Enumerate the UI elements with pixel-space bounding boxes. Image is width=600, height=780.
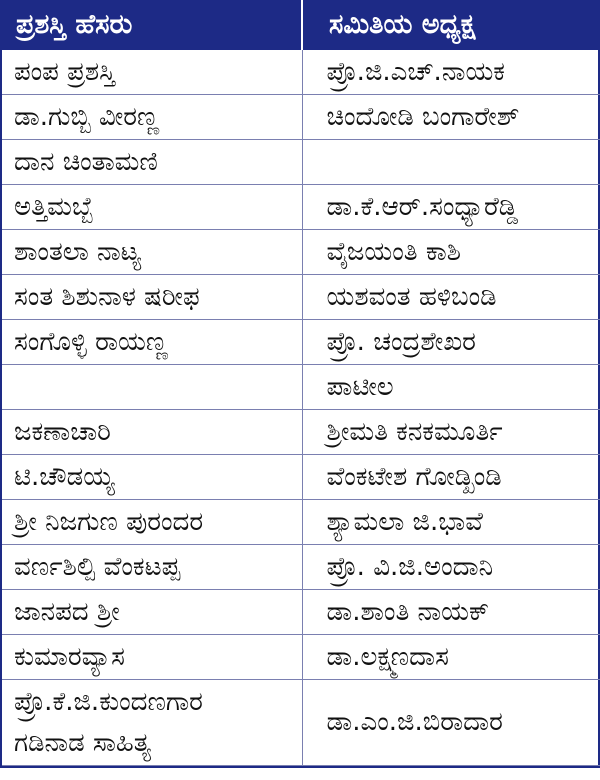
chair-cell: ಪಾಟೀಲ xyxy=(302,365,600,410)
award-cell: ಟಿ.ಚೌಡಯ್ಯ xyxy=(2,455,302,500)
chair-cell: ವೆಂಕಟೇಶ ಗೋಡ್ಖಿಂಡಿ xyxy=(302,455,600,500)
chair-cell: ಡಾ.ಕೆ.ಆರ್.ಸಂಧ್ಯಾರೆಡ್ಡಿ xyxy=(302,185,600,230)
award-cell: ವರ್ಣಶಿಲ್ಪಿ ವೆಂಕಟಪ್ಪ xyxy=(2,545,302,590)
chair-cell: ಶ್ಯಾಮಲಾ ಜಿ.ಭಾವೆ xyxy=(302,500,600,545)
table-row xyxy=(2,410,600,455)
table-row xyxy=(2,455,600,500)
table-body xyxy=(2,50,600,766)
chair-cell: ಪ್ರೊ. ವಿ.ಜಿ.ಅಂದಾನಿ xyxy=(302,545,600,590)
chair-cell: ಪ್ರೊ. ಚಂದ್ರಶೇಖರ xyxy=(302,320,600,365)
chair-cell: ಡಾ.ಲಕ್ಷ್ಮಣದಾಸ xyxy=(302,635,600,680)
awards-committee-table xyxy=(2,0,600,766)
table-row xyxy=(2,500,600,545)
header-award-name: ಪ್ರಶಸ್ತಿ ಹೆಸರು xyxy=(2,0,302,50)
award-cell: ಶಾಂತಲಾ ನಾಟ್ಯ xyxy=(2,230,302,275)
award-cell xyxy=(2,365,302,410)
award-cell-line: ಗಡಿನಾಡ ಸಾಹಿತ್ಯ xyxy=(14,727,152,758)
award-cell: ಸಂಗೊಳ್ಳಿ ರಾಯಣ್ಣ xyxy=(2,320,302,365)
table-row xyxy=(2,140,600,185)
table-row xyxy=(2,185,600,230)
chair-cell: ಡಾ.ಎಂ.ಜಿ.ಬಿರಾದಾರ xyxy=(302,680,600,766)
chair-cell: ಶ್ರೀಮತಿ ಕನಕಮೂರ್ತಿ xyxy=(302,410,600,455)
table-row xyxy=(2,320,600,365)
award-cell: ಪಂಪ ಪ್ರಶಸ್ತಿ xyxy=(2,50,302,95)
award-cell: ಡಾ.ಗುಬ್ಬಿ ವೀರಣ್ಣ xyxy=(2,95,302,140)
chair-cell: ಪ್ರೊ.ಜಿ.ಎಚ್.ನಾಯಕ xyxy=(302,50,600,95)
table-row xyxy=(2,545,600,590)
award-cell: ಅತ್ತಿಮಬ್ಬೆ xyxy=(2,185,302,230)
chair-cell: ಚಿಂದೋಡಿ ಬಂಗಾರೇಶ್ xyxy=(302,95,600,140)
award-cell: ಶ್ರೀ ನಿಜಗುಣ ಪುರಂದರ xyxy=(2,500,302,545)
header-row xyxy=(2,0,600,50)
award-cell: ಜಕಣಾಚಾರಿ xyxy=(2,410,302,455)
award-cell: ಸಂತ ಶಿಶುನಾಳ ಷರೀಫ xyxy=(2,275,302,320)
table-row xyxy=(2,95,600,140)
table-row xyxy=(2,230,600,275)
table-row xyxy=(2,680,600,766)
award-cell xyxy=(2,680,302,766)
chair-cell: ವೈಜಯಂತಿ ಕಾಶಿ xyxy=(302,230,600,275)
award-cell: ಜಾನಪದ ಶ್ರೀ xyxy=(2,590,302,635)
table-row xyxy=(2,590,600,635)
header-committee-chair: ಸಮಿತಿಯ ಅಧ್ಯಕ್ಷ xyxy=(302,0,600,50)
award-cell-line: ಪ್ರೊ.ಕೆ.ಜಿ.ಕುಂದಣಗಾರ xyxy=(14,686,203,717)
table-row xyxy=(2,50,600,95)
table-row xyxy=(2,275,600,320)
chair-cell xyxy=(302,140,600,185)
award-cell: ಕುಮಾರವ್ಯಾಸ xyxy=(2,635,302,680)
award-cell: ದಾನ ಚಿಂತಾಮಣಿ xyxy=(2,140,302,185)
table-header xyxy=(2,0,600,50)
chair-cell: ಡಾ.ಶಾಂತಿ ನಾಯಕ್ xyxy=(302,590,600,635)
chair-cell: ಯಶವಂತ ಹಳಿಬಂಡಿ xyxy=(302,275,600,320)
table-row xyxy=(2,635,600,680)
table-row xyxy=(2,365,600,410)
